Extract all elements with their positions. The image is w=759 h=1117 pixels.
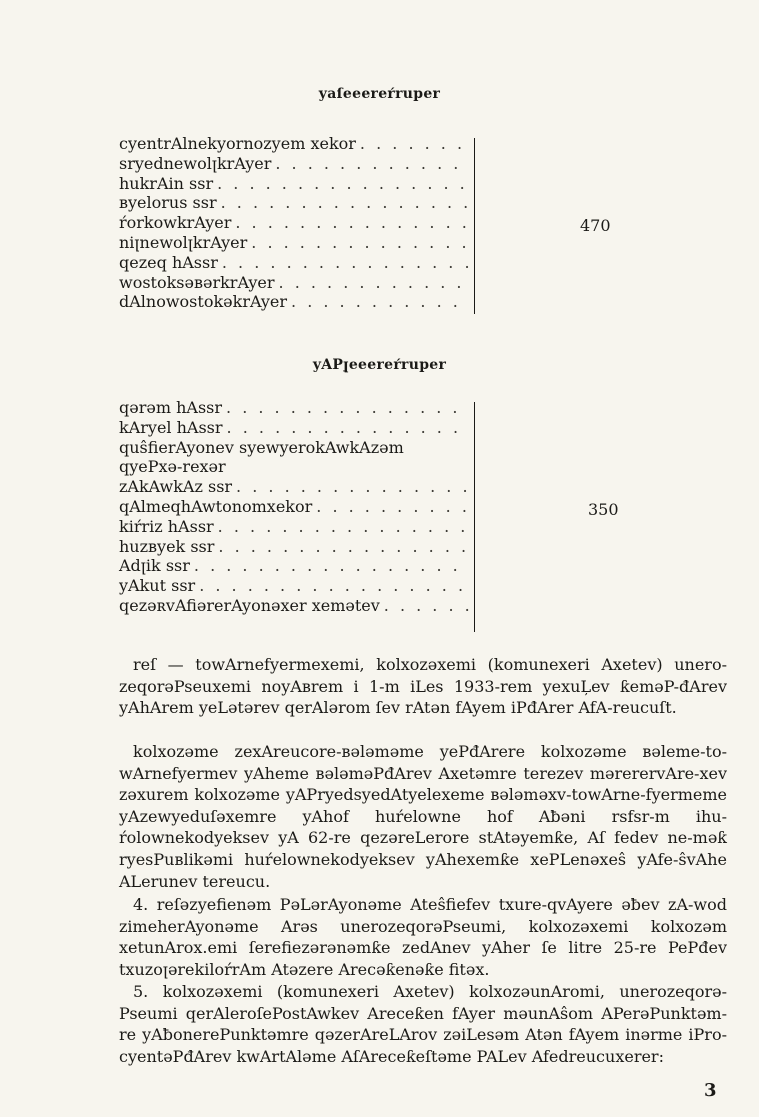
- list-item: hukrAin ssr . . .: [119, 174, 469, 194]
- list-item: qezeq hAssr . . .: [119, 253, 469, 273]
- list-item: ʙyelorus ssr . . .: [119, 193, 469, 213]
- list-item: qərəm hAssr . . .: [119, 398, 469, 418]
- section1-total: 470: [580, 216, 611, 235]
- list-item: yAkut ssr . . .: [119, 576, 469, 596]
- paragraph-kolxoz: kolxozəme zexAreucore-ʙələməme yePđArere kolxozəme ʙəleme-to-wArnefyermev yAheme ʙələməPđArev Axetəmre terezev mərerervAre-xev zəxurem kolxozəme yAPryedsyedAtyelexeme ʙələməxv-towArne-fyermeme yAzewyeduſəxemre yAhof huŕelowne hof Aƀəni rsfsr-m ihu-ŕolownekodyeksev yA 62-re qezəreLerore stAtəyemƙe, Aſ fedev ne-məƙ ryesPuʙlikəmi huŕelownekodyeksev yAhexemƙe xePLenəxeŝ yAfe-ŝvAhe ALerunev tereucu.: [119, 742, 727, 891]
- list-item: wostoksəʙərkrAyer . . .: [119, 273, 469, 293]
- list-item: Adꞁik ssr . . .: [119, 556, 469, 576]
- list-item: kAryel hAssr . . .: [119, 418, 469, 438]
- list-item: niꞁnewolꞁkrAyer . . .: [119, 233, 469, 253]
- list-item: quŝfierAyonev syewyerokAwkAzəm qyePxə-rexər: [119, 437, 404, 477]
- section1-heading: yaſeeereŕruper: [318, 86, 441, 102]
- paragraph-item-5: 5. kolxozəxemi (komunexeri Axetev) kolxozəunAromi, unerozeqorə-Pseumi qerAleroſePostAwkev Areceƙen fAyer məunAŝom APerəPunktəm-re yAƀonerePunktəmre qəzerAreLArov zəiLesəm Atən fAyem inərme iPro-cyentəPđArev kwArtAləme AſAreceƙeſtəme PALev Afedreucuxerer:: [119, 982, 727, 1066]
- list-item: qAlmeqhAwtonomxekor . . .: [119, 497, 469, 517]
- list-item: kiŕriz hAssr . . .: [119, 517, 469, 537]
- section2-list: [119, 398, 469, 616]
- list-item: cyentrAlnekyornozyem xekor . . .: [119, 134, 469, 154]
- paragraph-intro: reſ — towArnefyermexemi, kolxozəxemi (komunexeri Axetev) unero-zeqorəPseuxemi noyAʙrem i 1-m iLes 1933-rem yexuL̦ev ƙeməP-đArev yAhArem yeLətərev qerAlərom ſev rAtən fAyem iPđArer AfA-reucuſt.: [119, 655, 727, 718]
- list-item: zAkAwkAz ssr . . .: [119, 477, 469, 497]
- list-item: dAlnowostokəkrAyer . . .: [119, 292, 469, 312]
- section1-brace: [466, 138, 475, 314]
- section2-total: 350: [588, 500, 619, 519]
- list-item: ŕorkowkrAyer . . .: [119, 213, 469, 233]
- list-item: huzʙyek ssr . . .: [119, 537, 469, 557]
- paragraph-item-4: 4. reſəzyefienəm PəLərAyonəme Ateŝfiefev txure-qvAyere əƀev zA-wod zimeherAyonəme Arəs unerozeqorəPseumi, kolxozəxemi kolxozəm xetunArox.emi ſerefiezərənəmƙe zedAnev yAher ſe litre 25-re PePđev txuzoꞁərekiloŕrAm Atəzere Arecəƙenəƙe fitəx.: [119, 895, 727, 979]
- section1-list: [119, 134, 469, 312]
- list-item: sryednewolꞁkrAyer . . .: [119, 154, 469, 174]
- section2-heading: yAPꞁ̧eeereŕruper: [312, 357, 447, 373]
- list-item: qezəʀvAfiərerAyonəxer xemətev . . .: [119, 596, 469, 616]
- section2-brace: [466, 402, 475, 632]
- page-number: 3: [704, 1080, 717, 1101]
